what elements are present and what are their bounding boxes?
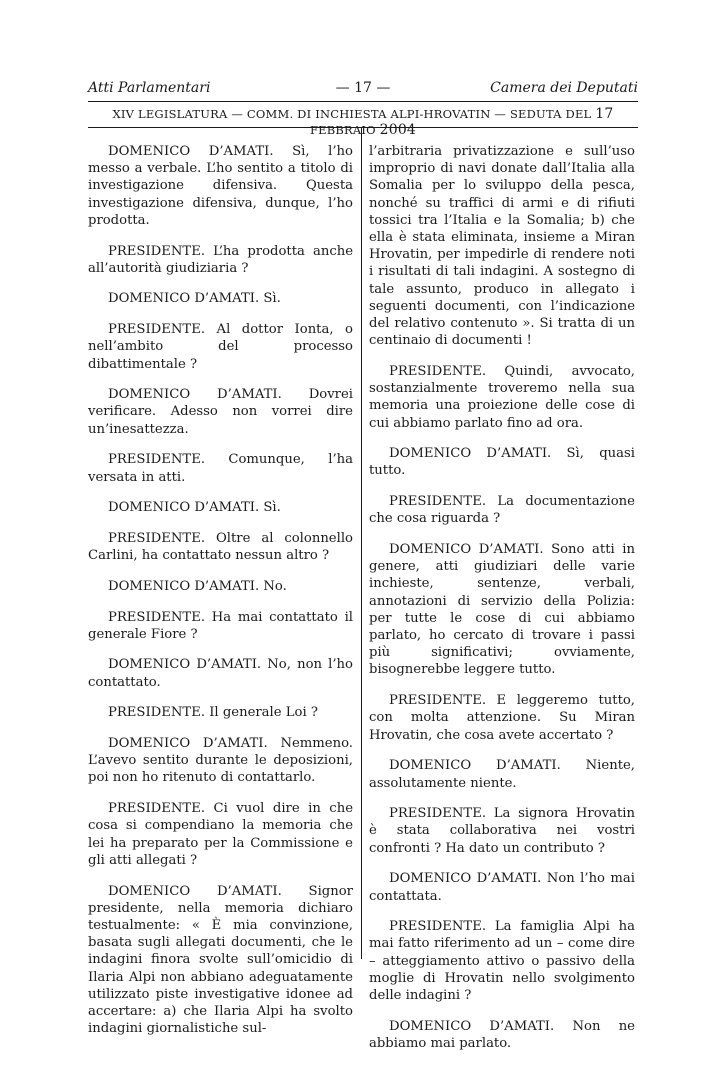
paragraph: PRESIDENTE. L’ha prodotta anche all’autorità giudiziaria ? xyxy=(88,243,353,276)
page-number: — 17 — xyxy=(335,80,391,96)
header-right: Camera dei Deputati xyxy=(490,80,638,96)
paragraph: PRESIDENTE. La famiglia Alpi ha mai fatto riferimento ad un – come dire – atteggiamento attivo o passivo della moglie di Hrovatin nello svolgimento delle indagini ? xyxy=(369,919,635,1004)
paragraph: PRESIDENTE. Ha mai contattato il generale Fiore ? xyxy=(88,609,353,642)
paragraph: DOMENICO D’AMATI. Niente, assolutamente niente. xyxy=(369,758,635,791)
paragraph: PRESIDENTE. Oltre al colonnello Carlini, ha contattato nessun altro ? xyxy=(88,530,353,564)
paragraph: DOMENICO D’AMATI. Signor presidente, nella memoria dichiaro testualmente: « È mia convinzione, basata sugli allegati documenti, che le indagini finora svolte sull’omicidio di Ilaria Alpi non abbiano adeguatamente utilizzato piste investigative idonee ad accertare: a) che Ilaria Alpi ha svolto indagini giornalistiche sul- xyxy=(88,883,353,1037)
paragraph: DOMENICO D’AMATI. Non l’ho mai contattata. xyxy=(369,871,635,904)
paragraph: DOMENICO D’AMATI. Sì, l’ho messo a verbale. L’ho sentito a titolo di investigazione difensiva. Questa investigazione difensiva, dunque, l’ho prodotta. xyxy=(88,144,353,228)
paragraph: PRESIDENTE. Al dottor Ionta, o nell’ambito del processo dibattimentale ? xyxy=(88,322,353,372)
page-header xyxy=(88,80,638,100)
paragraph: PRESIDENTE. Quindi, avvocato, sostanzialmente troveremo nella sua memoria una proiezione delle cose di cui abbiamo parlato fino ad ora. xyxy=(369,363,635,431)
header-left: Atti Parlamentari xyxy=(88,80,211,96)
session-day: 17 xyxy=(595,106,614,122)
left-column xyxy=(88,143,353,1051)
header-rule xyxy=(88,101,638,102)
paragraph: DOMENICO D’AMATI. Nemmeno. L’avevo sentito durante le deposizioni, poi non ho ritenuto di contattarlo. xyxy=(88,736,353,786)
paragraph: DOMENICO D’AMATI. Sì. xyxy=(108,500,281,516)
paragraph: DOMENICO D’AMATI. Sono atti in genere, atti giudiziari delle varie inchieste, sentenze, verbali, annotazioni di servizio della Polizia: per tutte le cose di cui abbiamo parlato, ho cercato di trovare i passi più significativi; ovviamente, bisognerebbe leggere tutto. xyxy=(369,542,635,678)
paragraph: PRESIDENTE. La documentazione che cosa riguarda ? xyxy=(369,494,635,527)
session-month: FEBBRAIO xyxy=(309,123,376,137)
paragraph: l’arbitraria privatizzazione e sull’uso improprio di navi donate dall’Italia alla Somalia per lo sviluppo della pesca, nonché su traffici di armi e di rifiuti tossici tra l’Italia e la Somalia; b) che ella è stata eliminata, insieme a Miran Hrovatin, per impedirle di rendere noti i risultati di tali indagini. A sostegno di tale assunto, produco in allegato i seguenti documenti, con l’indicazione del relativo contenuto ». Si tratta di un centinaio di documenti ! xyxy=(369,144,635,349)
paragraph: PRESIDENTE. La signora Hrovatin è stata collaborativa nei vostri confronti ? Ha dato un contributo ? xyxy=(369,806,635,856)
right-column xyxy=(369,143,635,1066)
paragraph: PRESIDENTE. Ci vuol dire in che cosa si compendiano la memoria che lei ha preparato per la Commissione e gli atti allegati ? xyxy=(88,801,353,868)
session-line xyxy=(88,106,638,138)
subheader-rule xyxy=(88,127,638,128)
paragraph: PRESIDENTE. Comunque, l’ha versata in atti. xyxy=(88,452,353,485)
paragraph: DOMENICO D’AMATI. Sì. xyxy=(108,291,281,307)
paragraph: DOMENICO D’AMATI. No. xyxy=(108,578,287,594)
paragraph: DOMENICO D’AMATI. Non ne abbiamo mai parlato. xyxy=(369,1018,635,1051)
session-text: XIV LEGISLATURA — COMM. DI INCHIESTA ALPI-HROVATIN — SEDUTA DEL xyxy=(112,107,592,121)
session-year: 2004 xyxy=(379,122,417,138)
column-divider xyxy=(361,127,362,959)
paragraph: DOMENICO D’AMATI. Sì, quasi tutto. xyxy=(369,446,635,479)
paragraph: PRESIDENTE. Il generale Loi ? xyxy=(108,705,318,721)
paragraph: DOMENICO D’AMATI. Dovrei verificare. Adesso non vorrei dire un’inesattezza. xyxy=(88,387,353,437)
paragraph: DOMENICO D’AMATI. No, non l’ho contattato. xyxy=(88,657,353,690)
paragraph: PRESIDENTE. E leggeremo tutto, con molta attenzione. Su Miran Hrovatin, che cosa avete accertato ? xyxy=(369,693,635,743)
